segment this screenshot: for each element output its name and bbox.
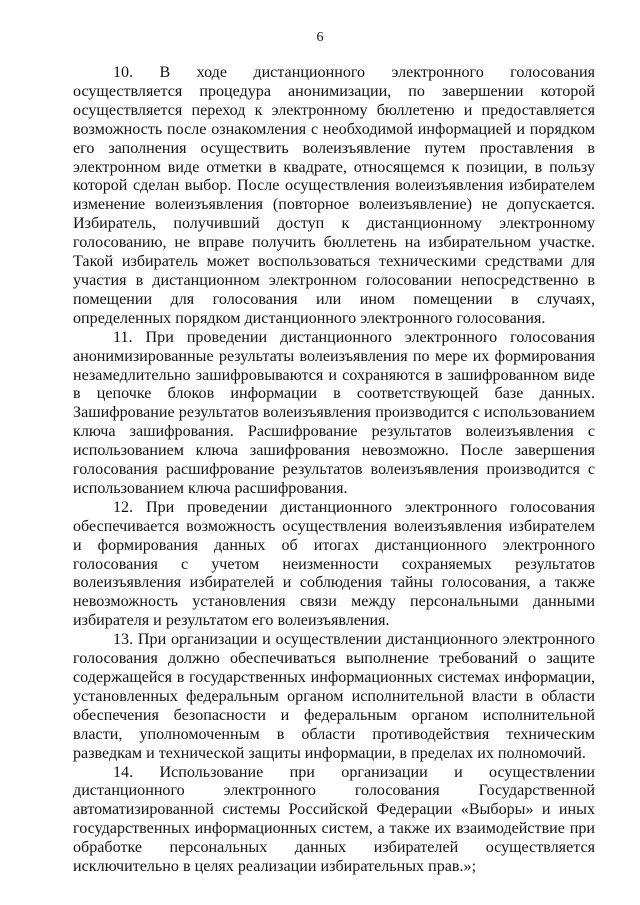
paragraph-12: 12. При проведении дистанционного электронного голосования обеспечивается возможность осуществления волеизъявления избирателем и формирования данных об итогах дистанционного электронного голосования с учетом неизменности сохраняемых результатов волеизъявления избирателей и соблюдения тайны голосования, а также невозможность установления связи между персональными данными избирателя и результатом его волеизъявления. [73,498,595,630]
paragraph-11: 11. При проведении дистанционного электронного голосования анонимизированные результаты волеизъявления по мере их формирования незамедлительно зашифровываются и сохраняются в зашифрованном виде в цепочке блоков информации в соответствующей базе данных. Зашифрование результатов волеизъявления производится с использованием ключа зашифрования. Расшифрование результатов волеизъявления с использованием ключа зашифрования невозможно. После завершения голосования расшифрование результатов волеизъявления производится с использованием ключа расшифрования. [73,328,595,497]
paragraph-13: 13. При организации и осуществлении дистанционного электронного голосования должно обеспечиваться выполнение требований о защите содержащейся в государственных информационных системах информации, установленных федеральным органом исполнительной власти в области обеспечения безопасности и федеральным органом исполнительной власти, уполномоченным в области противодействия техническим разведкам и технической защиты информации, в пределах их полномочий. [73,631,595,762]
page-number: 6 [316,30,324,45]
document-body [73,64,595,877]
paragraph-14: 14. Использование при организации и осуществлении дистанционного электронного голосования Государственной автоматизированной системы Российской Федерации «Выборы» и иных государственных информационных систем, а также их взаимодействие при обработке персональных данных избирателей осуществляется исключительно в целях реализации избирательных прав.»; [73,763,595,876]
paragraph-10: 10. В ходе дистанционного электронного голосования осуществляется процедура анонимизации, по завершении которой осуществляется переход к электронному бюллетеню и предоставляется возможность после ознакомления с необходимой информацией и порядком его заполнения осуществить волеизъявление путем проставления в электронном виде отметки в квадрате, относящемся к позиции, в пользу которой сделан выбор. После осуществления волеизъявления избирателем изменение волеизъявления (повторное волеизъявление) не допускается. Избиратель, получивший доступ к дистанционному электронному голосованию, не вправе получить бюллетень на избирательном участке. Такой избиратель может воспользоваться техническими средствами для участия в дистанционном электронном голосовании непосредственно в помещении для голосования или ином помещении в случаях, определенных порядком дистанционного электронного голосования. [73,64,595,327]
